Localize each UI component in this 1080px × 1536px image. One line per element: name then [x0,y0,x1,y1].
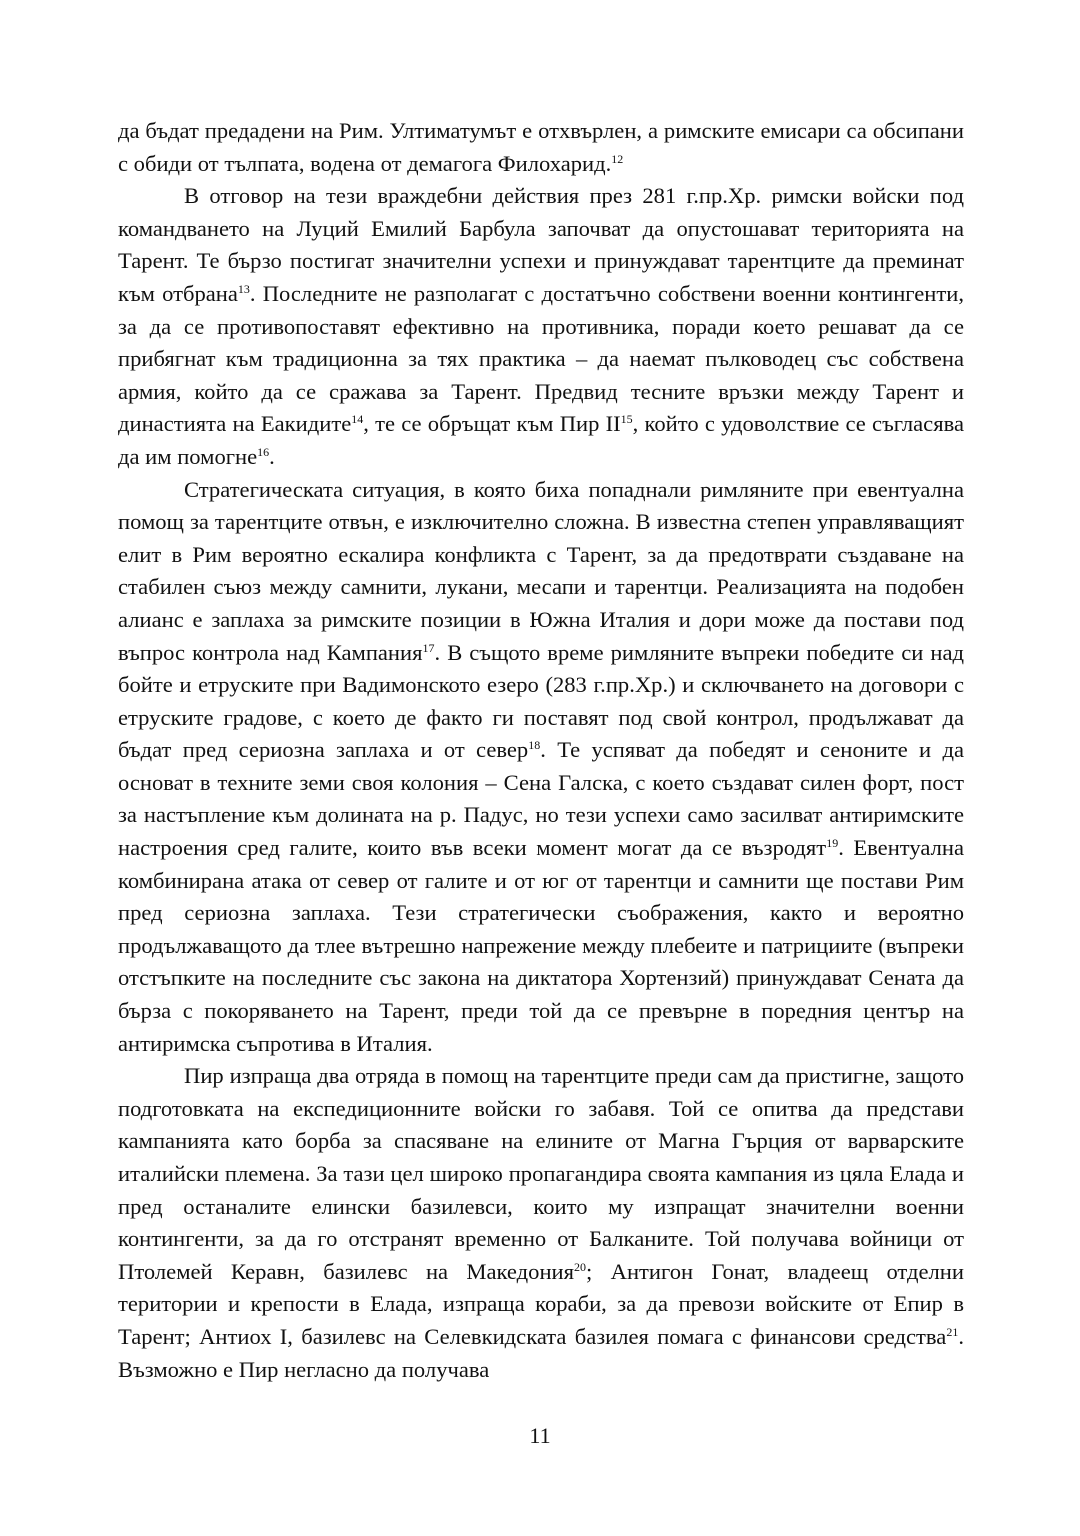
footnote-ref-19[interactable]: 19 [826,836,839,851]
text-segment: Пир изпраща два отряда в помощ на тарентците преди сам да пристигне, защото подготовката на експедиционните войски го забавя. Той се опитва да представи кампанията като борба за спасяване на елините от Магна Гърция от варварските италийски племена. За тази цел широко пропагандира своята кампания из цяла Елада и пред останалите елински базилевси, които му изпращат значителни военни контингенти, за да го отстранят временно от Балканите. Той получава войници от Птолемей Керавн, базилевс на Македония [118,1063,964,1284]
text-segment: ; Антигон Гонат, владеещ отделни територии и крепости в Елада, изпраща кораби, за да превози войските от Епир в Тарент; Антиох I, базилевс на Селевкидската базилея помага с финансови средства [118,1258,964,1349]
text-segment: В отговор на тези враждебни действия през 281 г.пр.Хр. римски войски под командването на Луций Емилий Барбула започват да опустошават територията на Тарент. Те бързо постигат значителни успехи и принуждават тарентците да преминат към отбрана [118,183,964,306]
footnote-ref-15[interactable]: 15 [620,412,633,427]
footnote-ref-20[interactable]: 20 [574,1259,587,1274]
page-body [118,115,964,1386]
text-segment: . Възможно е Пир негласно да получава [118,1323,964,1382]
text-segment: , те се обръщат към Пир II [363,411,621,437]
footnote-ref-16[interactable]: 16 [257,444,270,459]
text-segment: . Те успяват да победят и сеноните и да основат в техните земи своя колония – Сена Галска, с което създават силен форт, пост за настъпление към долината на р. Падус, но тези успехи само засилват антиримските настроения сред галите, които във всеки момент могат да се възродят [118,737,964,861]
text-segment: . [269,443,275,469]
footnote-ref-21[interactable]: 21 [946,1324,959,1339]
text-segment: , който с удоволствие се съгласява да им помогне [118,411,964,469]
text-segment: . Евентуална комбинирана атака от север от галите и от юг от тарентци и самнити ще постави Рим пред сериозна заплаха. Тези стратегически съображения, както и вероятно продължаващото да тлее вътрешно напрежение между плебеите и патрициите (въпреки отстъпките на последните със закона на диктатора Хортензий) принуждават Сената да бърза с покоряването на Тарент, преди той да се превърне в поредния център на антиримска съпротива в Италия. [118,835,964,1056]
text-segment: . В същото време римляните въпреки победите си над бойте и етруските при Вадимонското езеро (283 г.пр.Хр.) и сключването на договори с етруските градове, с което де факто ги поставят под свой контрол, продължават да бъдат пред сериозна заплаха и от север [118,639,964,763]
footnote-ref-18[interactable]: 18 [528,738,541,753]
paragraph-2 [118,180,964,473]
paragraph-3 [118,474,964,1061]
text-segment: да бъдат предадени на Рим. Ултиматумът е отхвърлен, а римските емисари са обсипани с обиди от тълпата, водена от демагога Филохарид. [118,118,964,176]
footnote-ref-13[interactable]: 13 [237,281,250,296]
paragraph-1 [118,115,964,180]
footnote-ref-14[interactable]: 14 [351,412,364,427]
text-segment: Стратегическата ситуация, в която биха попаднали римляните при евентуална помощ за тарентците отвън, е изключително сложна. В известна степен управляващият елит в Рим вероятно ескалира конфликта с Тарент, за да предотврати създаване на стабилен съюз между самнити, лукани, месапи и тарентци. Реализацията на подобен алианс е заплаха за римските позиции в Южна Италия и дори може да постави под въпрос контрола над Кампания [118,476,964,665]
footnote-ref-17[interactable]: 17 [422,640,435,655]
text-segment: . Последните не разполагат с достатъчно собствени военни контингенти, за да се противопоставят ефективно на противника, поради което решават да се прибягнат към традиционна за тях практика – да наемат пълководец със собствена армия, който да се сражава за Тарент. Предвид тесните връзки между Тарент и династията на Еакидите [118,280,964,437]
page-number: 11 [529,1423,551,1448]
paragraph-4 [118,1060,964,1386]
footnote-ref-12[interactable]: 12 [611,151,624,166]
